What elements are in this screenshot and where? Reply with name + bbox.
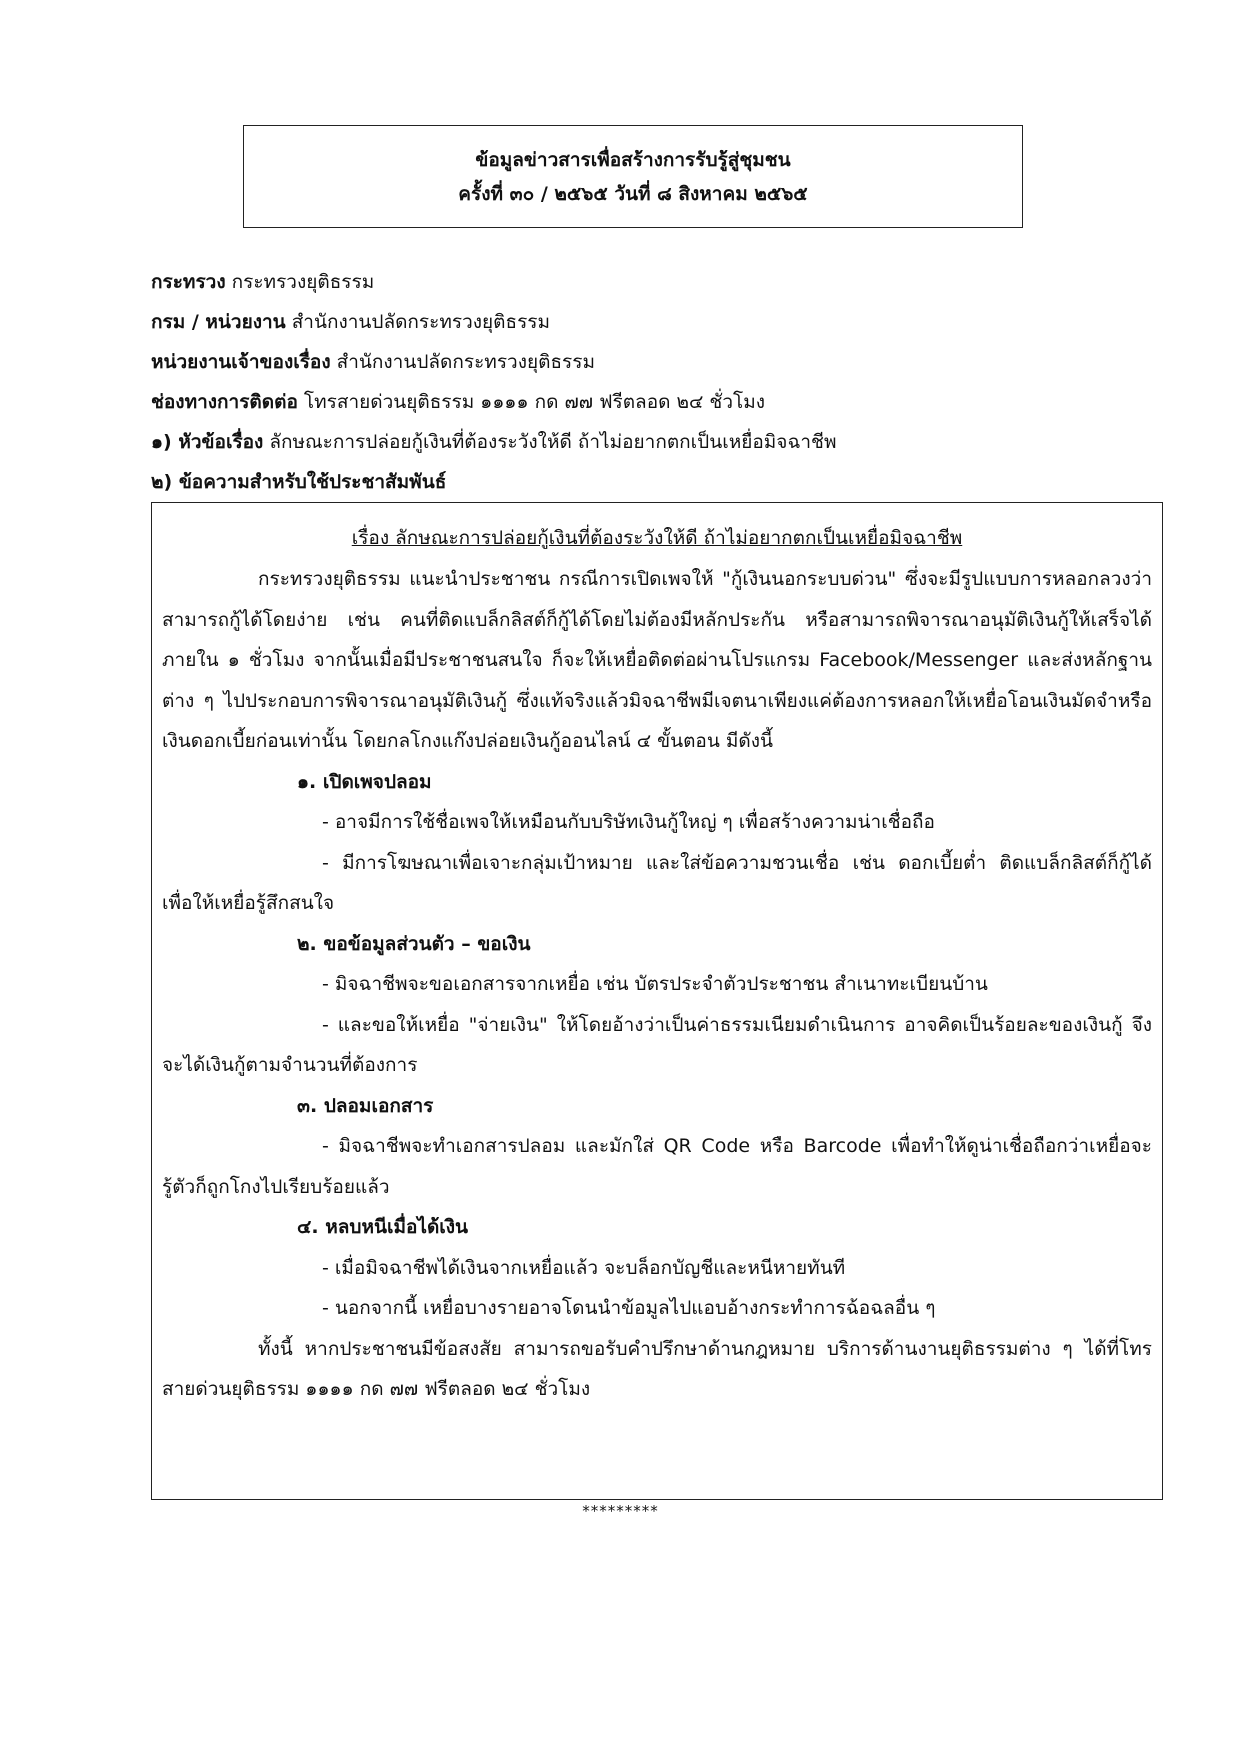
step-2-bullet-2: - และขอให้เหยื่อ "จ่ายเงิน" ให้โดยอ้างว่าเป็นค่าธรรมเนียมดำเนินการ อาจคิดเป็นร้อยละของเงินกู้ จึงจะได้เงินกู้ตามจำนวนที่ต้องการ bbox=[162, 1013, 1152, 1076]
meta-contact-value: โทรสายด่วนยุติธรรม ๑๑๑๑ กด ๗๗ ฟรีตลอด ๒๔ ชั่วโมง bbox=[297, 391, 766, 413]
meta-topic-value: ลักษณะการปล่อยกู้เงินที่ต้องระวังให้ดี ถ้าไม่อยากตกเป็นเหยื่อมิจฉาชีพ bbox=[263, 431, 837, 453]
meta-owner bbox=[151, 342, 1151, 382]
meta-department-label: กรม / หน่วยงาน bbox=[151, 311, 286, 333]
step-4-title: ๔. หลบหนีเมื่อได้เงิน bbox=[297, 1216, 469, 1238]
meta-department bbox=[151, 302, 1151, 342]
step-2-bullet-1: - มิจฉาชีพจะขอเอกสารจากเหยื่อ เช่น บัตรประจำตัวประชาชน สำเนาทะเบียนบ้าน bbox=[322, 973, 988, 995]
content-box bbox=[151, 502, 1163, 1500]
meta-ministry-label: กระทรวง bbox=[151, 271, 226, 293]
step-1-bullet-2: - มีการโฆษณาเพื่อเจาะกลุ่มเป้าหมาย และใส่ข้อความชวนเชื่อ เช่น ดอกเบี้ยต่ำ ติดแบล็กลิสต์ก็กู้ได้ เพื่อให้เหยื่อรู้สึกสนใจ bbox=[162, 851, 1152, 914]
meta-topic-label: ๑) หัวข้อเรื่อง bbox=[151, 431, 264, 453]
meta-message bbox=[151, 462, 1151, 502]
meta-message-label: ๒) ข้อความสำหรับใช้ประชาสัมพันธ์ bbox=[151, 471, 447, 493]
meta-ministry-value: กระทรวงยุติธรรม bbox=[225, 271, 375, 293]
intro-paragraph: กระทรวงยุติธรรม แนะนำประชาชน กรณีการเปิดเพจให้ "กู้เงินนอกระบบด่วน" ซึ่งจะมีรูปแบบการหลอกลวงว่าสามารถกู้ได้โดยง่าย เช่น คนที่ติดแบล็กลิสต์ก็กู้ได้โดยไม่ต้องมีหลักประกัน หรือสามารถพิจารณาอนุมัติเงินกู้ให้เสร็จได้ภายใน ๑ ชั่วโมง จากนั้นเมื่อมีประชาชนสนใจ ก็จะให้เหยื่อติดต่อผ่านโปรแกรม Facebook/Messenger และส่งหลักฐานต่าง ๆ ไปประกอบการพิจารณาอนุมัติเงินกู้ ซึ่งแท้จริงแล้วมิจฉาชีพมีเจตนาเพียงแค่ต้องการหลอกให้เหยื่อโอนเงินมัดจำหรือเงินดอกเบี้ยก่อนเท่านั้น โดยกลโกงแก๊งปล่อยเงินกู้ออนไลน์ ๔ ขั้นตอน มีดังนี้ bbox=[162, 568, 1152, 752]
step-4-bullet-1: - เมื่อมิจฉาชีพได้เงินจากเหยื่อแล้ว จะบล็อกบัญชีและหนีหายทันที bbox=[322, 1256, 846, 1279]
header-box bbox=[243, 125, 1023, 228]
header-title: ข้อมูลข่าวสารเพื่อสร้างการรับรู้สู่ชุมชน bbox=[475, 148, 791, 171]
meta-topic bbox=[151, 422, 1151, 462]
meta-section bbox=[151, 262, 1151, 502]
meta-owner-label: หน่วยงานเจ้าของเรื่อง bbox=[151, 351, 331, 373]
step-2-title: ๒. ขอข้อมูลส่วนตัว – ขอเงิน bbox=[297, 932, 531, 955]
step-1-title: ๑. เปิดเพจปลอม bbox=[297, 770, 432, 793]
step-1-bullet-1: - อาจมีการใช้ชื่อเพจให้เหมือนกับบริษัทเงินกู้ใหญ่ ๆ เพื่อสร้างความน่าเชื่อถือ bbox=[322, 811, 935, 833]
step-3-title: ๓. ปลอมเอกสาร bbox=[297, 1094, 434, 1117]
meta-ministry bbox=[151, 262, 1151, 302]
meta-department-value: สำนักงานปลัดกระทรวงยุติธรรม bbox=[285, 311, 551, 333]
header-issue-date: ครั้งที่ ๓๐ / ๒๕๖๕ วันที่ ๘ สิงหาคม ๒๕๖๕ bbox=[458, 182, 808, 205]
story-title: เรื่อง ลักษณะการปล่อยกู้เงินที่ต้องระวังให้ดี ถ้าไม่อยากตกเป็นเหยื่อมิจฉาชีพ bbox=[351, 527, 963, 549]
meta-contact-label: ช่องทางการติดต่อ bbox=[151, 391, 298, 413]
meta-owner-value: สำนักงานปลัดกระทรวงยุติธรรม bbox=[330, 351, 595, 373]
footer-stars: ********* bbox=[582, 1502, 659, 1520]
step-3-bullet-1: - มิจฉาชีพจะทำเอกสารปลอม และมักใส่ QR Code หรือ Barcode เพื่อทำให้ดูน่าเชื่อถือกว่าเหยื่อจะรู้ตัวก็ถูกโกงไปเรียบร้อยแล้ว bbox=[162, 1135, 1152, 1198]
meta-contact bbox=[151, 382, 1151, 422]
closing-paragraph: ทั้งนี้ หากประชาชนมีข้อสงสัย สามารถขอรับคำปรึกษาด้านกฎหมาย บริการด้านงานยุติธรรมต่าง ๆ ได้ที่โทรสายด่วนยุติธรรม ๑๑๑๑ กด ๗๗ ฟรีตลอด ๒๔ ชั่วโมง bbox=[162, 1337, 1152, 1400]
step-4-bullet-2: - นอกจากนี้ เหยื่อบางรายอาจโดนนำข้อมูลไปแอบอ้างกระทำการฉ้อฉลอื่น ๆ bbox=[322, 1297, 936, 1319]
